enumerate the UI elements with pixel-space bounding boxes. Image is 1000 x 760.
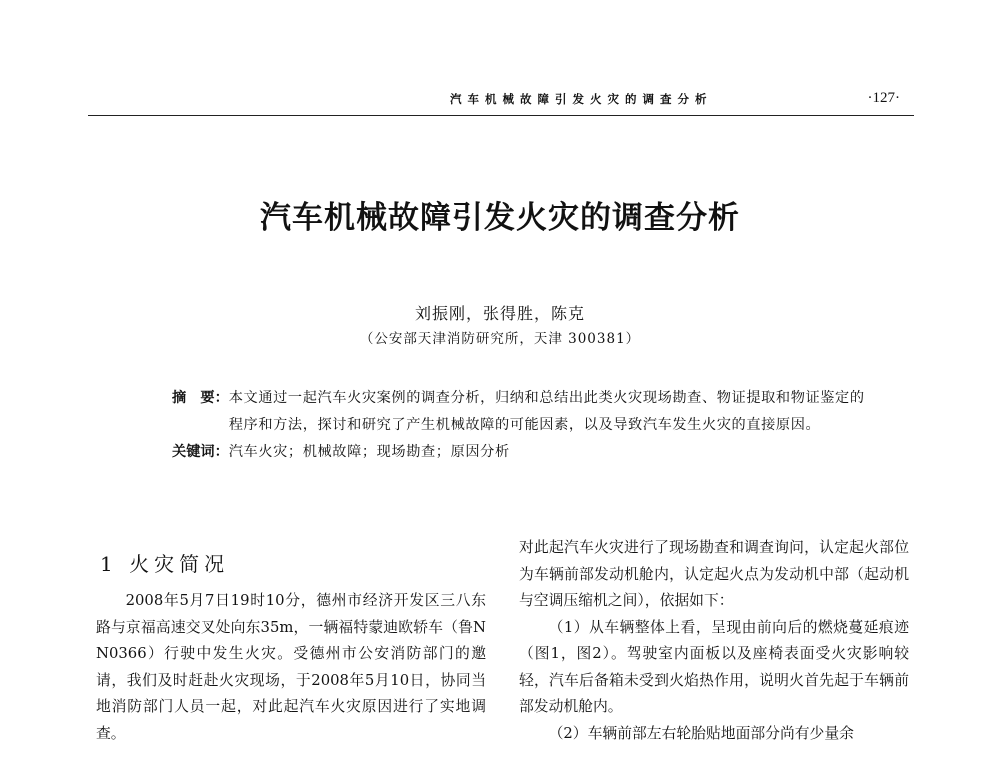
abstract-label: 摘 要： — [172, 390, 229, 406]
evidence-item-1: （1）从车辆整体上看，呈现由前向后的燃烧蔓延痕迹（图1，图2）。驾驶室内面板以及座椅表面受火灾影响较轻，汽车后备箱未受到火焰热作用，说明火首先起于车辆前部发动机舱内。 — [519, 618, 909, 715]
body-paragraph: 2008年5月7日19时10分，德州市经济开发区三八东路与京福高速交叉处向东35m，一辆福特蒙迪欧轿车（鲁N N0366）行驶中发生火灾。受德州市公安消防部门的邀请，我们及时赶赴火灾现场，于2008年5月10日，协同当地消防部门人员一起，对此起汽车火灾原因进行了实地调查。 — [96, 592, 486, 742]
article-title: 汽车机械故障引发火灾的调查分析 — [260, 200, 740, 236]
keywords-label: 关键词： — [172, 444, 229, 460]
right-column — [519, 535, 909, 747]
keywords-text: 汽车火灾；机械故障；现场勘查；原因分析 — [228, 444, 510, 460]
abstract — [172, 385, 872, 439]
page-number: ·127· — [867, 90, 900, 106]
section-heading: 1 火灾简况 — [100, 552, 230, 576]
body-paragraph-continued: 对此起汽车火灾进行了现场勘查和调查询问，认定起火部位为车辆前部发动机舱内，认定起火点为发动机中部（起动机与空调压缩机之间），依据如下： — [519, 539, 909, 609]
running-head — [88, 87, 914, 116]
keywords — [172, 439, 872, 466]
left-column — [96, 588, 486, 747]
running-head-title: 汽车机械故障引发火灾的调查分析 — [450, 92, 713, 106]
affiliation: （公安部天津消防研究所，天津 300381） — [359, 331, 641, 347]
abstract-text: 本文通过一起汽车火灾案例的调查分析，归纳和总结出此类火灾现场勘查、物证提取和物证鉴定的程序和方法，探讨和研究了产生机械故障的可能因素，以及导致汽车发生火灾的直接原因。 — [228, 390, 865, 433]
authors: 刘振刚，张得胜，陈克 — [414, 304, 585, 323]
evidence-item-2: （2）车辆前部左右轮胎贴地面部分尚有少量余 — [548, 724, 854, 742]
abstract-block — [172, 385, 872, 466]
